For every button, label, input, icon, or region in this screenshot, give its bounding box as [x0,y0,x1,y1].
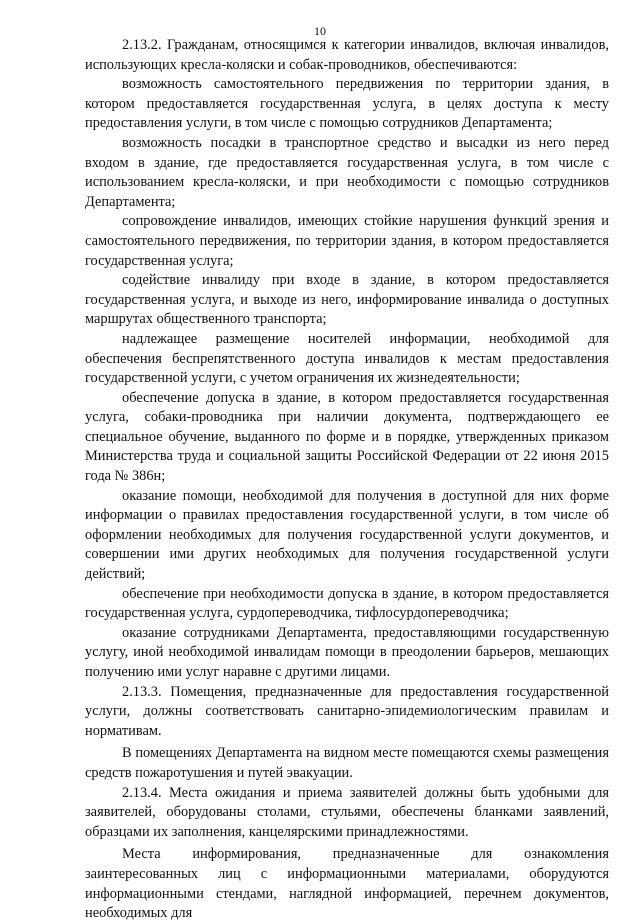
list-item-movement: возможность самостоятельного передвижения по территории здания, в котором предоставляется государственная услуга, в целях доступа к месту предоставления услуги, в том числе с помощью сотрудников Департамента; [85,76,609,132]
body-text [85,36,609,924]
paragraph-2-13-4: 2.13.4. Места ожидания и приема заявителей должны быть удобными для заявителей, оборудованы столами, стульями, обеспечены бланками заявлений, образцами их заполнения, канцелярскими принадлежностями. [85,784,609,840]
list-item-guide-dog: обеспечение допуска в здание, в котором предоставляется государственная услуга, собаки-проводника при наличии документа, подтверждающего ее специальное обучение, выданного по форме и в порядке, утвержденных приказом Министерства труда и социальной защиты Российской Федерации от 22 июня 2015 года № 386н; [85,389,609,485]
list-item-staff-help: оказание сотрудниками Департамента, предоставляющими государственную услугу, иной необходимой инвалидам помощи в преодолении барьеров, мешающих получению ими услуг наравне с другими лицами. [85,624,609,680]
list-item-escort: сопровождение инвалидов, имеющих стойкие нарушения функций зрения и самостоятельного передвижения, по территории здания, в котором предоставляется государственная услуга; [85,213,609,269]
paragraph-2-13-2-intro: 2.13.2. Гражданам, относящимся к категории инвалидов, включая инвалидов, использующих кресла-коляски и собак-проводников, обеспечиваются: [85,37,609,73]
list-item-sign-interpreter: обеспечение при необходимости допуска в здание, в котором предоставляется государственная услуга, сурдопереводчика, тифлосурдопереводчика; [85,585,609,622]
paragraph-evacuation-schemes: В помещениях Департамента на видном месте помещаются схемы размещения средств пожаротушения и путей эвакуации. [85,745,609,781]
list-item-information-carriers: надлежащее размещение носителей информации, необходимой для обеспечения беспрепятственного доступа инвалидов к местам предоставления государственной услуги, с учетом ограничения их жизнедеятельности; [85,330,609,387]
list-item-help-information: оказание помощи, необходимой для получения в доступной для них форме информации о правилах предоставления государственной услуги, в том числе об оформлении необходимых для получения государственной услуги документов, и совершении ими других необходимых для получения государственной услуги действий; [85,487,609,583]
paragraph-information-places: Места информирования, предназначенные для ознакомления заинтересованных лиц с информационными материалами, оборудуются информационными стендами, наглядной информацией, перечнем документов, необходимых для [85,846,609,922]
list-item-transport-boarding: возможность посадки в транспортное средство и высадки из него перед входом в здание, где предоставляется государственная услуга, в том числе с использованием кресла-коляски, и при необходимости с помощью сотрудников Департамента; [85,134,609,210]
list-item-entry-assistance: содействие инвалиду при входе в здание, в котором предоставляется государственная услуга, и выходе из него, информирование инвалида о доступных маршрутах общественного транспорта; [85,272,609,328]
paragraph-2-13-3: 2.13.3. Помещения, предназначенные для предоставления государственной услуги, должны соответствовать санитарно-эпидемиологическим правилам и нормативам. [85,683,609,739]
page-number: 10 [314,24,326,38]
